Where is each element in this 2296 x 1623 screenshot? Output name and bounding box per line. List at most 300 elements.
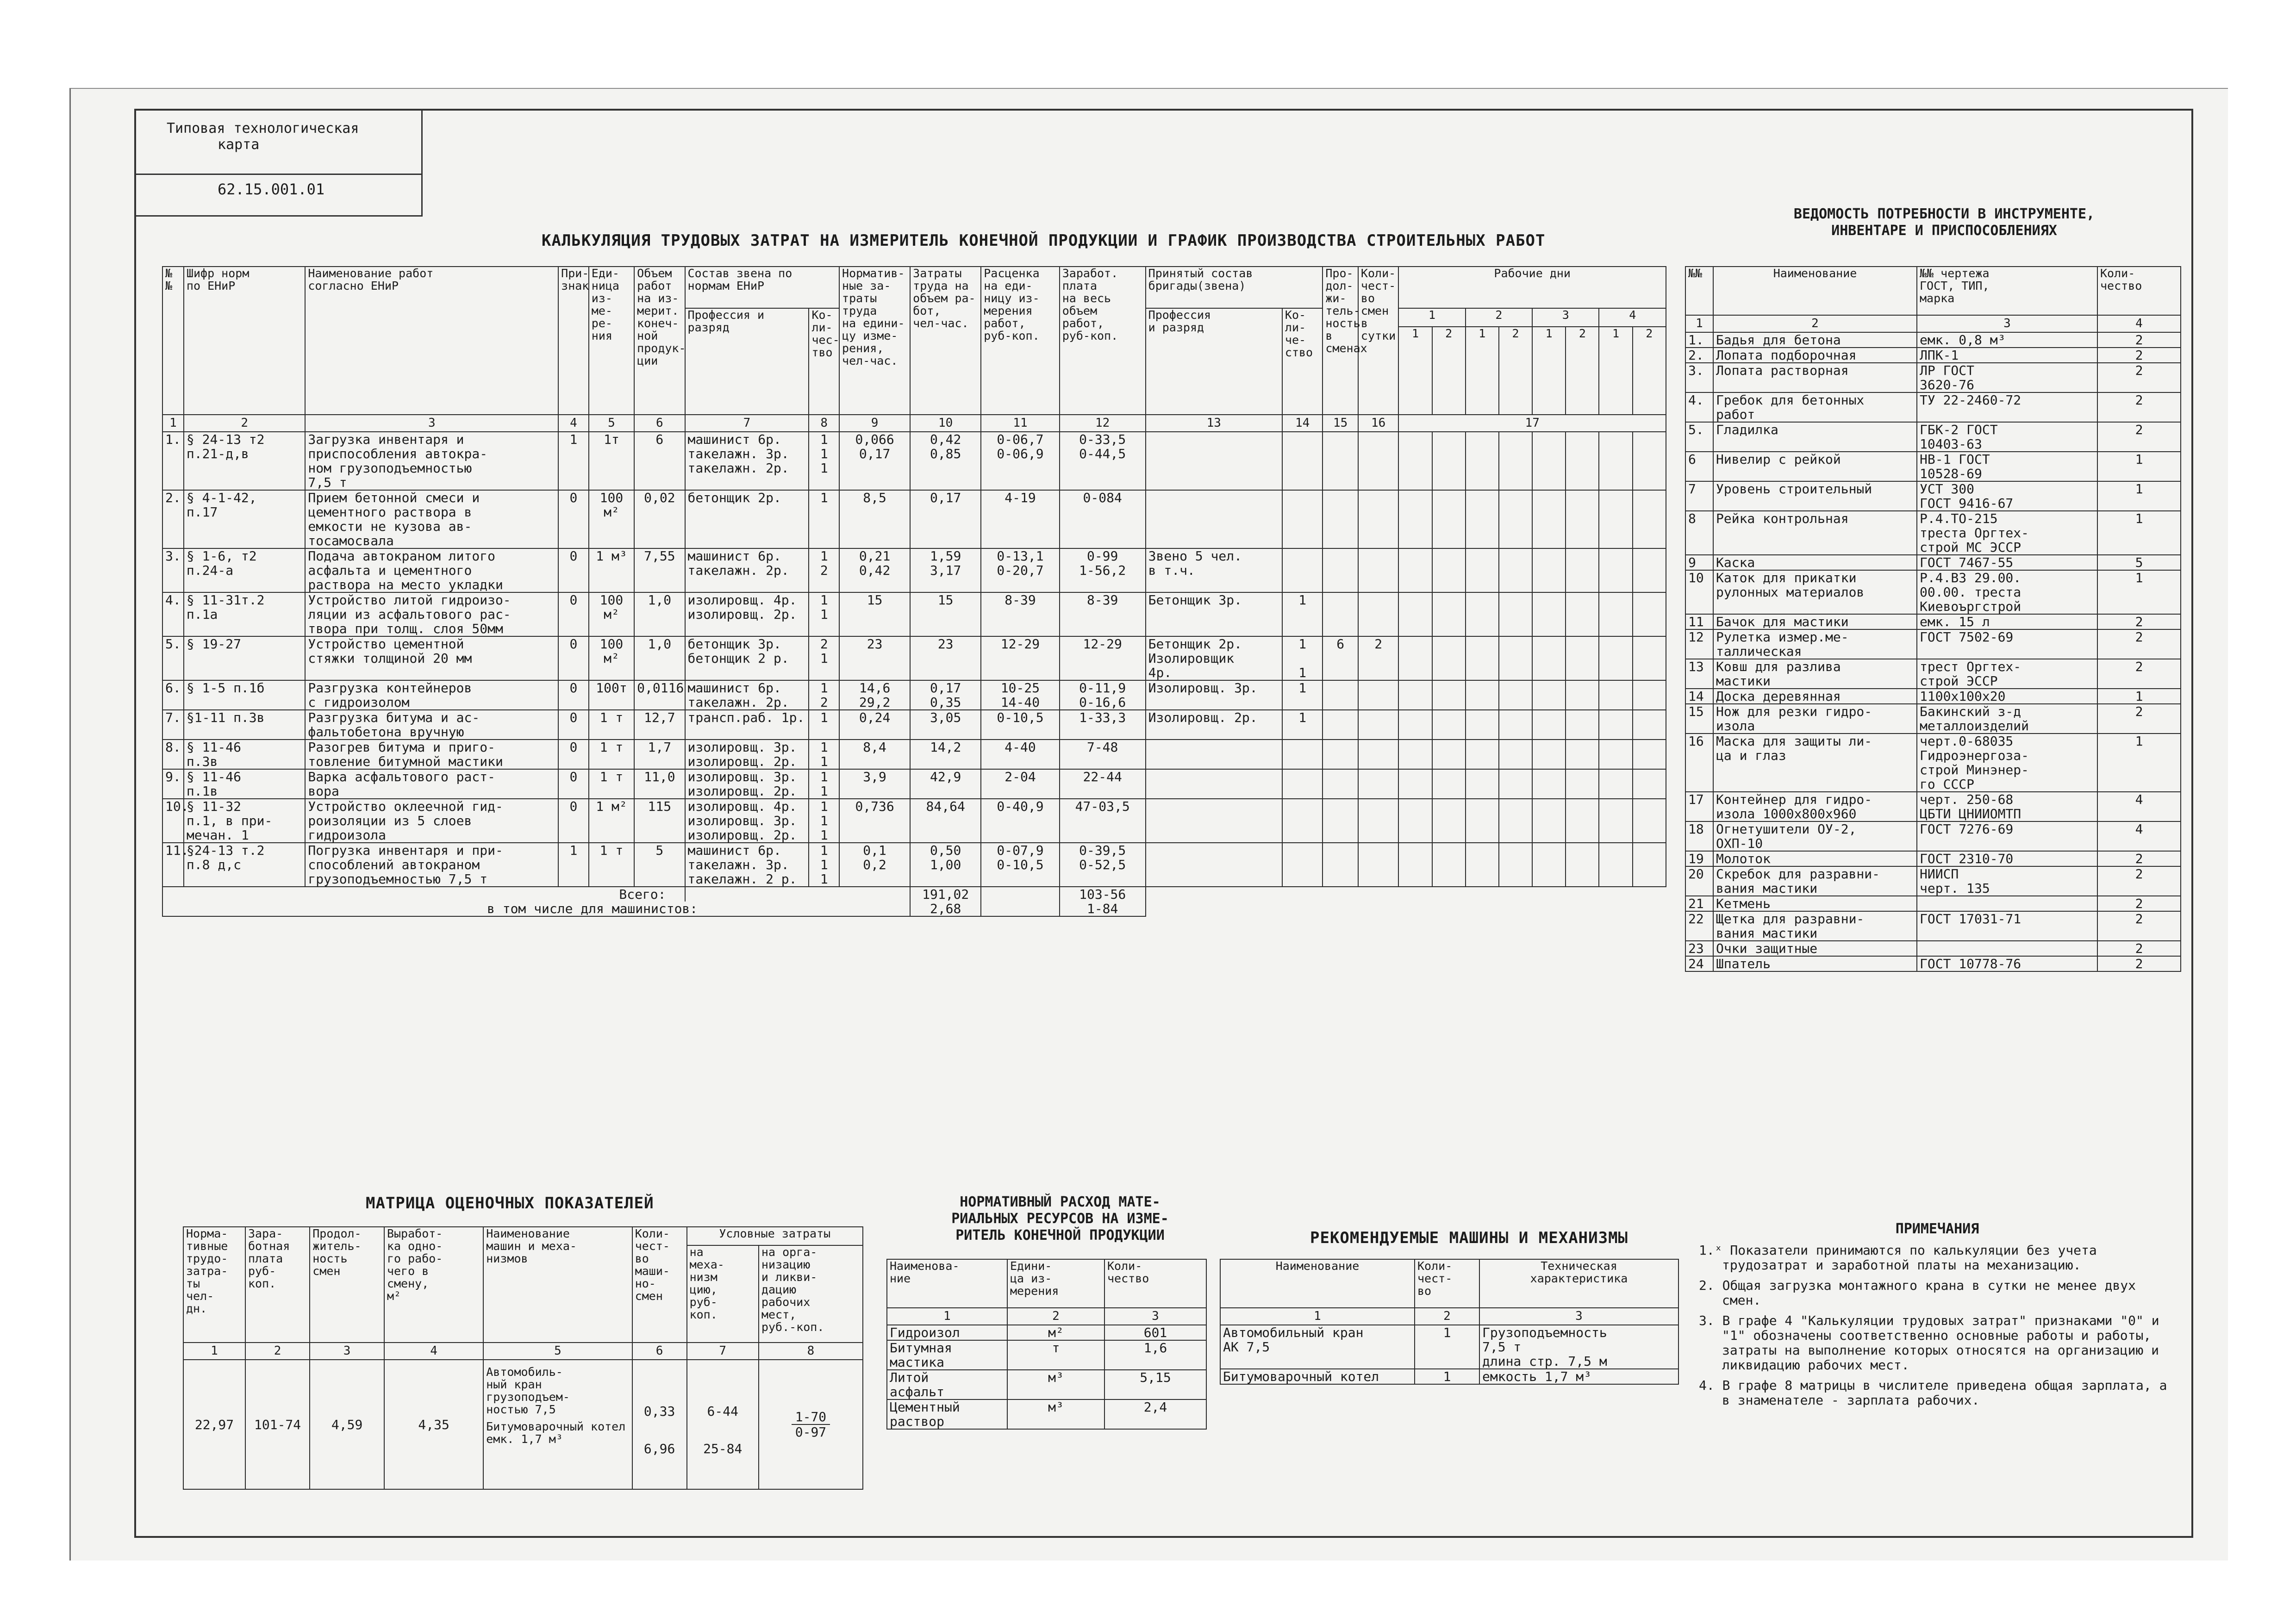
work-sign: 0 xyxy=(558,740,589,769)
schedule-cell xyxy=(1499,680,1532,710)
schedule-cell xyxy=(1466,843,1499,887)
row-number: 11. xyxy=(162,843,184,887)
col-unit-header: Еди- ница из- ме- ре- ния xyxy=(589,267,634,415)
work-sign: 0 xyxy=(558,592,589,636)
schedule-cell xyxy=(1566,636,1599,680)
schedule-cell xyxy=(1466,592,1499,636)
matrix-labor: 22,97 xyxy=(183,1360,245,1489)
materials-row xyxy=(887,1325,1206,1340)
tool-qty: 4 xyxy=(2097,792,2181,821)
total-labor: 191,02 xyxy=(910,887,981,902)
tool-standard: ГОСТ 7502-69 xyxy=(1917,629,2097,659)
shifts xyxy=(1358,710,1398,740)
tool-standard: емк. 0,8 м³ xyxy=(1917,332,2097,348)
col-num: 9 xyxy=(839,415,910,432)
schedule-cell xyxy=(1398,490,1432,548)
accepted-profession xyxy=(1146,799,1282,843)
schedule-cell xyxy=(1432,680,1466,710)
tool-number: 4. xyxy=(1685,392,1713,422)
schedule-cell xyxy=(1499,490,1532,548)
tool-number: 1. xyxy=(1685,332,1713,348)
matrix-output: 4,35 xyxy=(384,1360,483,1489)
tool-qty: 2 xyxy=(2097,332,2181,348)
unit: 1 м³ xyxy=(589,548,634,592)
tool-qty: 1 xyxy=(2097,452,2181,481)
col-num: 16 xyxy=(1358,415,1398,432)
work-name: Разгрузка контейнеров с гидроизолом xyxy=(305,680,558,710)
machine-qty: 1 xyxy=(1415,1325,1479,1369)
calc-row xyxy=(162,680,1666,710)
col-num: 2 xyxy=(245,1343,310,1360)
schedule-cell xyxy=(1532,592,1566,636)
shifts xyxy=(1358,769,1398,799)
tools-row xyxy=(1685,511,2181,555)
accepted-profession: Изолировщ. 3р. xyxy=(1146,680,1282,710)
matrix-h5: Наименование машин и меха- низмов xyxy=(483,1227,632,1343)
accepted-qty xyxy=(1282,548,1323,592)
schedule-cell xyxy=(1432,548,1466,592)
norm-time: 0,21 0,42 xyxy=(839,548,910,592)
labor-cost: 0,17 xyxy=(910,490,981,548)
tool-qty: 1 xyxy=(2097,689,2181,704)
schedule-cell xyxy=(1432,740,1466,769)
matrix-table xyxy=(183,1226,863,1490)
work-sign: 0 xyxy=(558,710,589,740)
col-num: 4 xyxy=(558,415,589,432)
matrix-h7a: на меха- низм цию, руб- коп. xyxy=(687,1245,759,1343)
schedule-cell xyxy=(1532,636,1566,680)
profession: машинист 6р. такелажн. 3р. такелажн. 2 р. xyxy=(685,843,809,887)
rate: 10-25 14-40 xyxy=(981,680,1060,710)
col-num: 1 xyxy=(887,1308,1007,1325)
mechanics-label: в том числе для машинистов: xyxy=(162,902,910,916)
mechanics-wage: 1-84 xyxy=(1060,902,1146,916)
tool-number: 17 xyxy=(1685,792,1713,821)
col-num: 2 xyxy=(1007,1308,1104,1325)
material-name: Битумная мастика xyxy=(887,1340,1007,1370)
rate: 2-04 xyxy=(981,769,1060,799)
accepted-qty: 1 xyxy=(1282,710,1323,740)
materials-row xyxy=(887,1399,1206,1429)
accepted-qty: 1 xyxy=(1282,680,1323,710)
tool-standard: НВ-1 ГОСТ 10528-69 xyxy=(1917,452,2097,481)
material-unit: м² xyxy=(1007,1325,1104,1340)
schedule-cell xyxy=(1466,740,1499,769)
accepted-profession xyxy=(1146,769,1282,799)
duration xyxy=(1323,490,1358,548)
worker-qty: 1 1 xyxy=(809,769,839,799)
schedule-cell xyxy=(1599,710,1632,740)
stamp-code: 62.15.001.01 xyxy=(134,174,421,198)
norm-code: § 1-5 п.1б xyxy=(184,680,305,710)
tool-standard: УСТ 300 ГОСТ 9416-67 xyxy=(1917,481,2097,511)
col-num: 1 xyxy=(1685,315,1713,332)
material-name: Гидроизол xyxy=(887,1325,1007,1340)
schedule-cell xyxy=(1633,490,1666,548)
norm-time: 23 xyxy=(839,636,910,680)
norm-time: 0,24 xyxy=(839,710,910,740)
tool-qty: 2 xyxy=(2097,392,2181,422)
col-rate-header: Расценка на еди- ницу из- мерения работ, руб-коп. xyxy=(981,267,1060,415)
volume: 1,0 xyxy=(634,592,685,636)
schedule-cell xyxy=(1432,710,1466,740)
volume: 6 xyxy=(634,432,685,490)
accepted-qty xyxy=(1282,432,1323,490)
duration xyxy=(1323,592,1358,636)
col-acc-prof-header: Профессия и разряд xyxy=(1146,308,1282,415)
duration: 6 xyxy=(1323,636,1358,680)
col-normtime-header: Норматив- ные за- траты труда на едини- цу изме- рения, чел-час. xyxy=(839,267,910,415)
tool-standard xyxy=(1917,896,2097,911)
norm-code: §1-11 п.3в xyxy=(184,710,305,740)
schedule-cell xyxy=(1398,636,1432,680)
schedule-cell xyxy=(1532,769,1566,799)
labor-cost: 0,50 1,00 xyxy=(910,843,981,887)
tool-standard: емк. 15 л xyxy=(1917,614,2097,629)
wage: 7-48 xyxy=(1060,740,1146,769)
tool-standard: ГОСТ 10778-76 xyxy=(1917,956,2097,971)
matrix-h6: Коли- чест- во маши- но- смен xyxy=(632,1227,687,1343)
tools-title: ВЕДОМОСТЬ ПОТРЕБНОСТИ В ИНСТРУМЕНТЕ, ИНВЕНТАРЕ И ПРИСПОСОБЛЕНИЯХ xyxy=(1793,206,2095,239)
tool-number: 13 xyxy=(1685,659,1713,689)
tool-standard: Р.4.ВЗ 29.00. 00.00. треста Киевоъргстрой xyxy=(1917,570,2097,614)
unit: 1 м² xyxy=(589,799,634,843)
tool-standard: Р.4.ТО-215 треста Оргтех- строй МС ЭССР xyxy=(1917,511,2097,555)
tool-name: Ковш для разлива мастики xyxy=(1713,659,1917,689)
notes-block xyxy=(1699,1222,2176,1413)
title-stamp xyxy=(134,109,423,217)
calc-row xyxy=(162,432,1666,490)
tools-row xyxy=(1685,348,2181,363)
volume: 12,7 xyxy=(634,710,685,740)
volume: 115 xyxy=(634,799,685,843)
tool-standard: трест Оргтех- строй ЭССР xyxy=(1917,659,2097,689)
norm-code: § 1-6, т2 п.24-а xyxy=(184,548,305,592)
tool-name: Уровень строительный xyxy=(1713,481,1917,511)
matrix-org-cost-workers: 0-97 xyxy=(795,1424,827,1440)
accepted-profession: Бетонщик 2р. Изолировщик 4р. xyxy=(1146,636,1282,680)
labor-cost: 3,05 xyxy=(910,710,981,740)
wage: 0-084 xyxy=(1060,490,1146,548)
duration xyxy=(1323,769,1358,799)
tool-standard: ГОСТ 7276-69 xyxy=(1917,821,2097,851)
materials-title: НОРМАТИВНЫЙ РАСХОД МАТЕ- РИАЛЬНЫХ РЕСУРСОВ НА ИЗМЕ- РИТЕЛЬ КОНЕЧНОЙ ПРОДУКЦИИ xyxy=(951,1194,1169,1244)
tool-name: Лопата растворная xyxy=(1713,363,1917,392)
shift-num: 1 xyxy=(1532,327,1566,415)
volume: 7,55 xyxy=(634,548,685,592)
tools-row xyxy=(1685,734,2181,792)
tool-number: 14 xyxy=(1685,689,1713,704)
shifts xyxy=(1358,432,1398,490)
day-3-header: 3 xyxy=(1532,308,1599,327)
tool-number: 15 xyxy=(1685,704,1713,734)
schedule-cell xyxy=(1398,769,1432,799)
matrix-duration: 4,59 xyxy=(310,1360,384,1489)
wage: 12-29 xyxy=(1060,636,1146,680)
col-num: 3 xyxy=(1917,315,2097,332)
volume: 1,0 xyxy=(634,636,685,680)
unit: 1 т xyxy=(589,740,634,769)
material-name: Цементный раствор xyxy=(887,1399,1007,1429)
tool-number: 2. xyxy=(1685,348,1713,363)
tool-standard: ТУ 22-2460-72 xyxy=(1917,392,2097,422)
day-4-header: 4 xyxy=(1599,308,1666,327)
tool-standard: ГОСТ 7467-55 xyxy=(1917,555,2097,570)
calc-row xyxy=(162,490,1666,548)
duration xyxy=(1323,740,1358,769)
col-labor-header: Затраты труда на объем ра- бот, чел-час. xyxy=(910,267,981,415)
tool-name: Кетмень xyxy=(1713,896,1917,911)
tool-name: Огнетушители ОУ-2, ОХП-10 xyxy=(1713,821,1917,851)
tools-row xyxy=(1685,629,2181,659)
tools-gost-header: №№ чертежа ГОСТ, ТИП, марка xyxy=(1917,267,2097,315)
worker-qty: 1 2 xyxy=(809,548,839,592)
col-num: 3 xyxy=(1479,1308,1678,1325)
schedule-cell xyxy=(1566,680,1599,710)
work-sign: 0 xyxy=(558,636,589,680)
tool-standard: ГБК-2 ГОСТ 10403-63 xyxy=(1917,422,2097,452)
accepted-profession: Бетонщик 3р. xyxy=(1146,592,1282,636)
schedule-cell xyxy=(1532,740,1566,769)
unit: 1 т xyxy=(589,769,634,799)
duration xyxy=(1323,799,1358,843)
accepted-profession: Звено 5 чел. в т.ч. xyxy=(1146,548,1282,592)
notes-title: ПРИМЕЧАНИЯ xyxy=(1895,1221,1979,1237)
machine-name: Битумоварочный котел xyxy=(1220,1369,1415,1384)
shifts xyxy=(1358,680,1398,710)
work-sign: 0 xyxy=(558,548,589,592)
accepted-profession xyxy=(1146,740,1282,769)
work-sign: 1 xyxy=(558,432,589,490)
schedule-cell xyxy=(1432,432,1466,490)
tool-qty: 1 xyxy=(2097,570,2181,614)
rate: 12-29 xyxy=(981,636,1060,680)
row-number: 9. xyxy=(162,769,184,799)
material-unit: м³ xyxy=(1007,1370,1104,1399)
tool-qty: 2 xyxy=(2097,896,2181,911)
norm-code: § 11-46 п.3в xyxy=(184,740,305,769)
shifts: 2 xyxy=(1358,636,1398,680)
tool-name: Лопата подборочная xyxy=(1713,348,1917,363)
duration xyxy=(1323,432,1358,490)
calc-row xyxy=(162,592,1666,636)
col-num: 3 xyxy=(310,1343,384,1360)
tool-number: 20 xyxy=(1685,866,1713,896)
total-wage: 103-56 xyxy=(1060,887,1146,902)
profession: машинист 6р. такелажн. 2р. xyxy=(685,680,809,710)
tool-number: 21 xyxy=(1685,896,1713,911)
schedule-cell xyxy=(1566,548,1599,592)
col-num: 13 xyxy=(1146,415,1282,432)
rate: 0-40,9 xyxy=(981,799,1060,843)
unit: 100 м² xyxy=(589,592,634,636)
machine-qty: 1 xyxy=(1415,1369,1479,1384)
tool-number: 23 xyxy=(1685,941,1713,956)
row-number: 7. xyxy=(162,710,184,740)
schedule-cell xyxy=(1466,799,1499,843)
materials-table xyxy=(886,1259,1207,1430)
tool-qty: 2 xyxy=(2097,422,2181,452)
schedule-cell xyxy=(1466,548,1499,592)
rate: 0-13,1 0-20,7 xyxy=(981,548,1060,592)
matrix-org-cost xyxy=(759,1360,863,1489)
tool-qty: 2 xyxy=(2097,851,2181,866)
schedule-cell xyxy=(1432,592,1466,636)
tools-row xyxy=(1685,704,2181,734)
material-qty: 601 xyxy=(1104,1325,1206,1340)
tools-row xyxy=(1685,363,2181,392)
tool-qty: 2 xyxy=(2097,348,2181,363)
machines-column-numbers xyxy=(1220,1308,1678,1325)
tools-row xyxy=(1685,481,2181,511)
wage: 22-44 xyxy=(1060,769,1146,799)
calc-row xyxy=(162,843,1666,887)
norm-time: 0,1 0,2 xyxy=(839,843,910,887)
schedule-cell xyxy=(1398,710,1432,740)
col-num: 8 xyxy=(809,415,839,432)
volume: 1,7 xyxy=(634,740,685,769)
work-sign: 0 xyxy=(558,680,589,710)
col-num: 1 xyxy=(183,1343,245,1360)
tool-name: Рейка контрольная xyxy=(1713,511,1917,555)
shift-num: 2 xyxy=(1432,327,1466,415)
shifts xyxy=(1358,548,1398,592)
machine-name: Автомобильный кран АК 7,5 xyxy=(1220,1325,1415,1369)
shifts xyxy=(1358,490,1398,548)
tool-standard: ГОСТ 2310-70 xyxy=(1917,851,2097,866)
work-name: Разогрев битума и приго- товление битумной мастики xyxy=(305,740,558,769)
accepted-profession: Изолировщ. 2р. xyxy=(1146,710,1282,740)
tool-name: Рулетка измер.ме- таллическая xyxy=(1713,629,1917,659)
matrix-machine-2: Битумоварочный котел емк. 1,7 м³ xyxy=(486,1420,626,1446)
schedule-cell xyxy=(1398,592,1432,636)
norm-code: § 11-31т.2 п.1а xyxy=(184,592,305,636)
schedule-cell xyxy=(1532,799,1566,843)
tool-name: Нивелир с рейкой xyxy=(1713,452,1917,481)
tools-row xyxy=(1685,911,2181,941)
tool-qty: 2 xyxy=(2097,614,2181,629)
accepted-qty xyxy=(1282,740,1323,769)
rate: 4-19 xyxy=(981,490,1060,548)
tool-number: 18 xyxy=(1685,821,1713,851)
matrix-column-numbers xyxy=(183,1343,863,1360)
tool-number: 5. xyxy=(1685,422,1713,452)
work-name: Прием бетонной смеси и цементного раствора в емкости не кузова ав- тосамосвала xyxy=(305,490,558,548)
schedule-cell xyxy=(1466,710,1499,740)
tools-row xyxy=(1685,851,2181,866)
schedule-cell xyxy=(1633,710,1666,740)
wage: 0-33,5 0-44,5 xyxy=(1060,432,1146,490)
matrix-shifts-1: 0,33 xyxy=(643,1404,675,1419)
machines-table xyxy=(1220,1259,1679,1385)
col-days-header: Рабочие дни xyxy=(1398,267,1666,308)
tools-row xyxy=(1685,332,2181,348)
labor-cost: 0,42 0,85 xyxy=(910,432,981,490)
accepted-qty xyxy=(1282,843,1323,887)
duration xyxy=(1323,710,1358,740)
tools-row xyxy=(1685,956,2181,971)
unit: 1т xyxy=(589,432,634,490)
tool-standard: НИИСП черт. 135 xyxy=(1917,866,2097,896)
tools-name-header: Наименование xyxy=(1713,267,1917,315)
tool-qty: 2 xyxy=(2097,704,2181,734)
schedule-cell xyxy=(1566,710,1599,740)
norm-code: § 24-13 т2 п.21-д,в xyxy=(184,432,305,490)
note-item: 3. В графе 4 "Калькуляции трудовых затрат" признаками "0" и "1" обозначены соответственно основные работы и работы, затраты на выполнение которых относятся на организацию и ликвидацию рабочих мест. xyxy=(1699,1313,2159,1373)
work-name: Варка асфальтового раст- вора xyxy=(305,769,558,799)
rate: 8-39 xyxy=(981,592,1060,636)
unit: 1 т xyxy=(589,710,634,740)
tools-row xyxy=(1685,422,2181,452)
tool-standard xyxy=(1917,941,2097,956)
tool-number: 24 xyxy=(1685,956,1713,971)
material-qty: 1,6 xyxy=(1104,1340,1206,1370)
shifts xyxy=(1358,592,1398,636)
materials-qty-header: Коли- чество xyxy=(1104,1259,1206,1308)
schedule-cell xyxy=(1566,592,1599,636)
norm-time: 0,736 xyxy=(839,799,910,843)
tool-standard: ЛР ГОСТ 3620-76 xyxy=(1917,363,2097,392)
schedule-cell xyxy=(1532,548,1566,592)
accepted-qty: 1 1 xyxy=(1282,636,1323,680)
row-number: 10. xyxy=(162,799,184,843)
tools-qty-header: Коли- чество xyxy=(2097,267,2181,315)
matrix-machine-1: Автомобиль- ный кран грузоподъем- ностью 7,5 xyxy=(486,1365,570,1416)
col-num: 3 xyxy=(1104,1308,1206,1325)
schedule-cell xyxy=(1633,740,1666,769)
matrix-h1: Норма- тивные трудо- затра- ты чел- дн. xyxy=(183,1227,245,1343)
shifts xyxy=(1358,799,1398,843)
schedule-cell xyxy=(1499,592,1532,636)
shift-num: 1 xyxy=(1398,327,1432,415)
matrix-h4: Выработ- ка одно- го рабо- чего в смену, м² xyxy=(384,1227,483,1343)
schedule-cell xyxy=(1633,592,1666,636)
col-num: 1 xyxy=(1220,1308,1415,1325)
duration xyxy=(1323,680,1358,710)
materials-column-numbers xyxy=(887,1308,1206,1325)
col-num: 7 xyxy=(685,415,809,432)
tool-name: Доска деревянная xyxy=(1713,689,1917,704)
col-num: 2 xyxy=(1713,315,1917,332)
tool-standard: черт.0-68035 Гидроэнергоза- строй Минэнер- го СССР xyxy=(1917,734,2097,792)
rate: 0-06,7 0-06,9 xyxy=(981,432,1060,490)
worker-qty: 1 1 xyxy=(809,592,839,636)
schedule-cell xyxy=(1499,432,1532,490)
matrix-h7: Условные затраты xyxy=(687,1227,863,1245)
labor-cost: 14,2 xyxy=(910,740,981,769)
norm-code: § 11-32 п.1, в при- мечан. 1 xyxy=(184,799,305,843)
tool-name: Шпатель xyxy=(1713,956,1917,971)
tool-standard: черт. 250-68 ЦБТИ ЦНИИОМТП xyxy=(1917,792,2097,821)
profession: машинист 6р. такелажн. 2р. xyxy=(685,548,809,592)
tool-name: Молоток xyxy=(1713,851,1917,866)
schedule-cell xyxy=(1466,680,1499,710)
matrix-mech-cost xyxy=(687,1360,759,1489)
schedule-cell xyxy=(1398,432,1432,490)
tool-qty: 2 xyxy=(2097,866,2181,896)
tools-row xyxy=(1685,896,2181,911)
wage: 0-99 1-56,2 xyxy=(1060,548,1146,592)
machines-row xyxy=(1220,1369,1678,1384)
schedule-cell xyxy=(1466,636,1499,680)
tool-name: Скребок для разравни- вания мастики xyxy=(1713,866,1917,896)
col-acc-qty-header: Ко- ли- че- ство xyxy=(1282,308,1323,415)
matrix-mech-cost-2: 25-84 xyxy=(703,1441,742,1456)
tool-number: 10 xyxy=(1685,570,1713,614)
tool-qty: 2 xyxy=(2097,363,2181,392)
profession: бетонщик 3р. бетонщик 2 р. xyxy=(685,636,809,680)
tools-column-numbers xyxy=(1685,315,2181,332)
